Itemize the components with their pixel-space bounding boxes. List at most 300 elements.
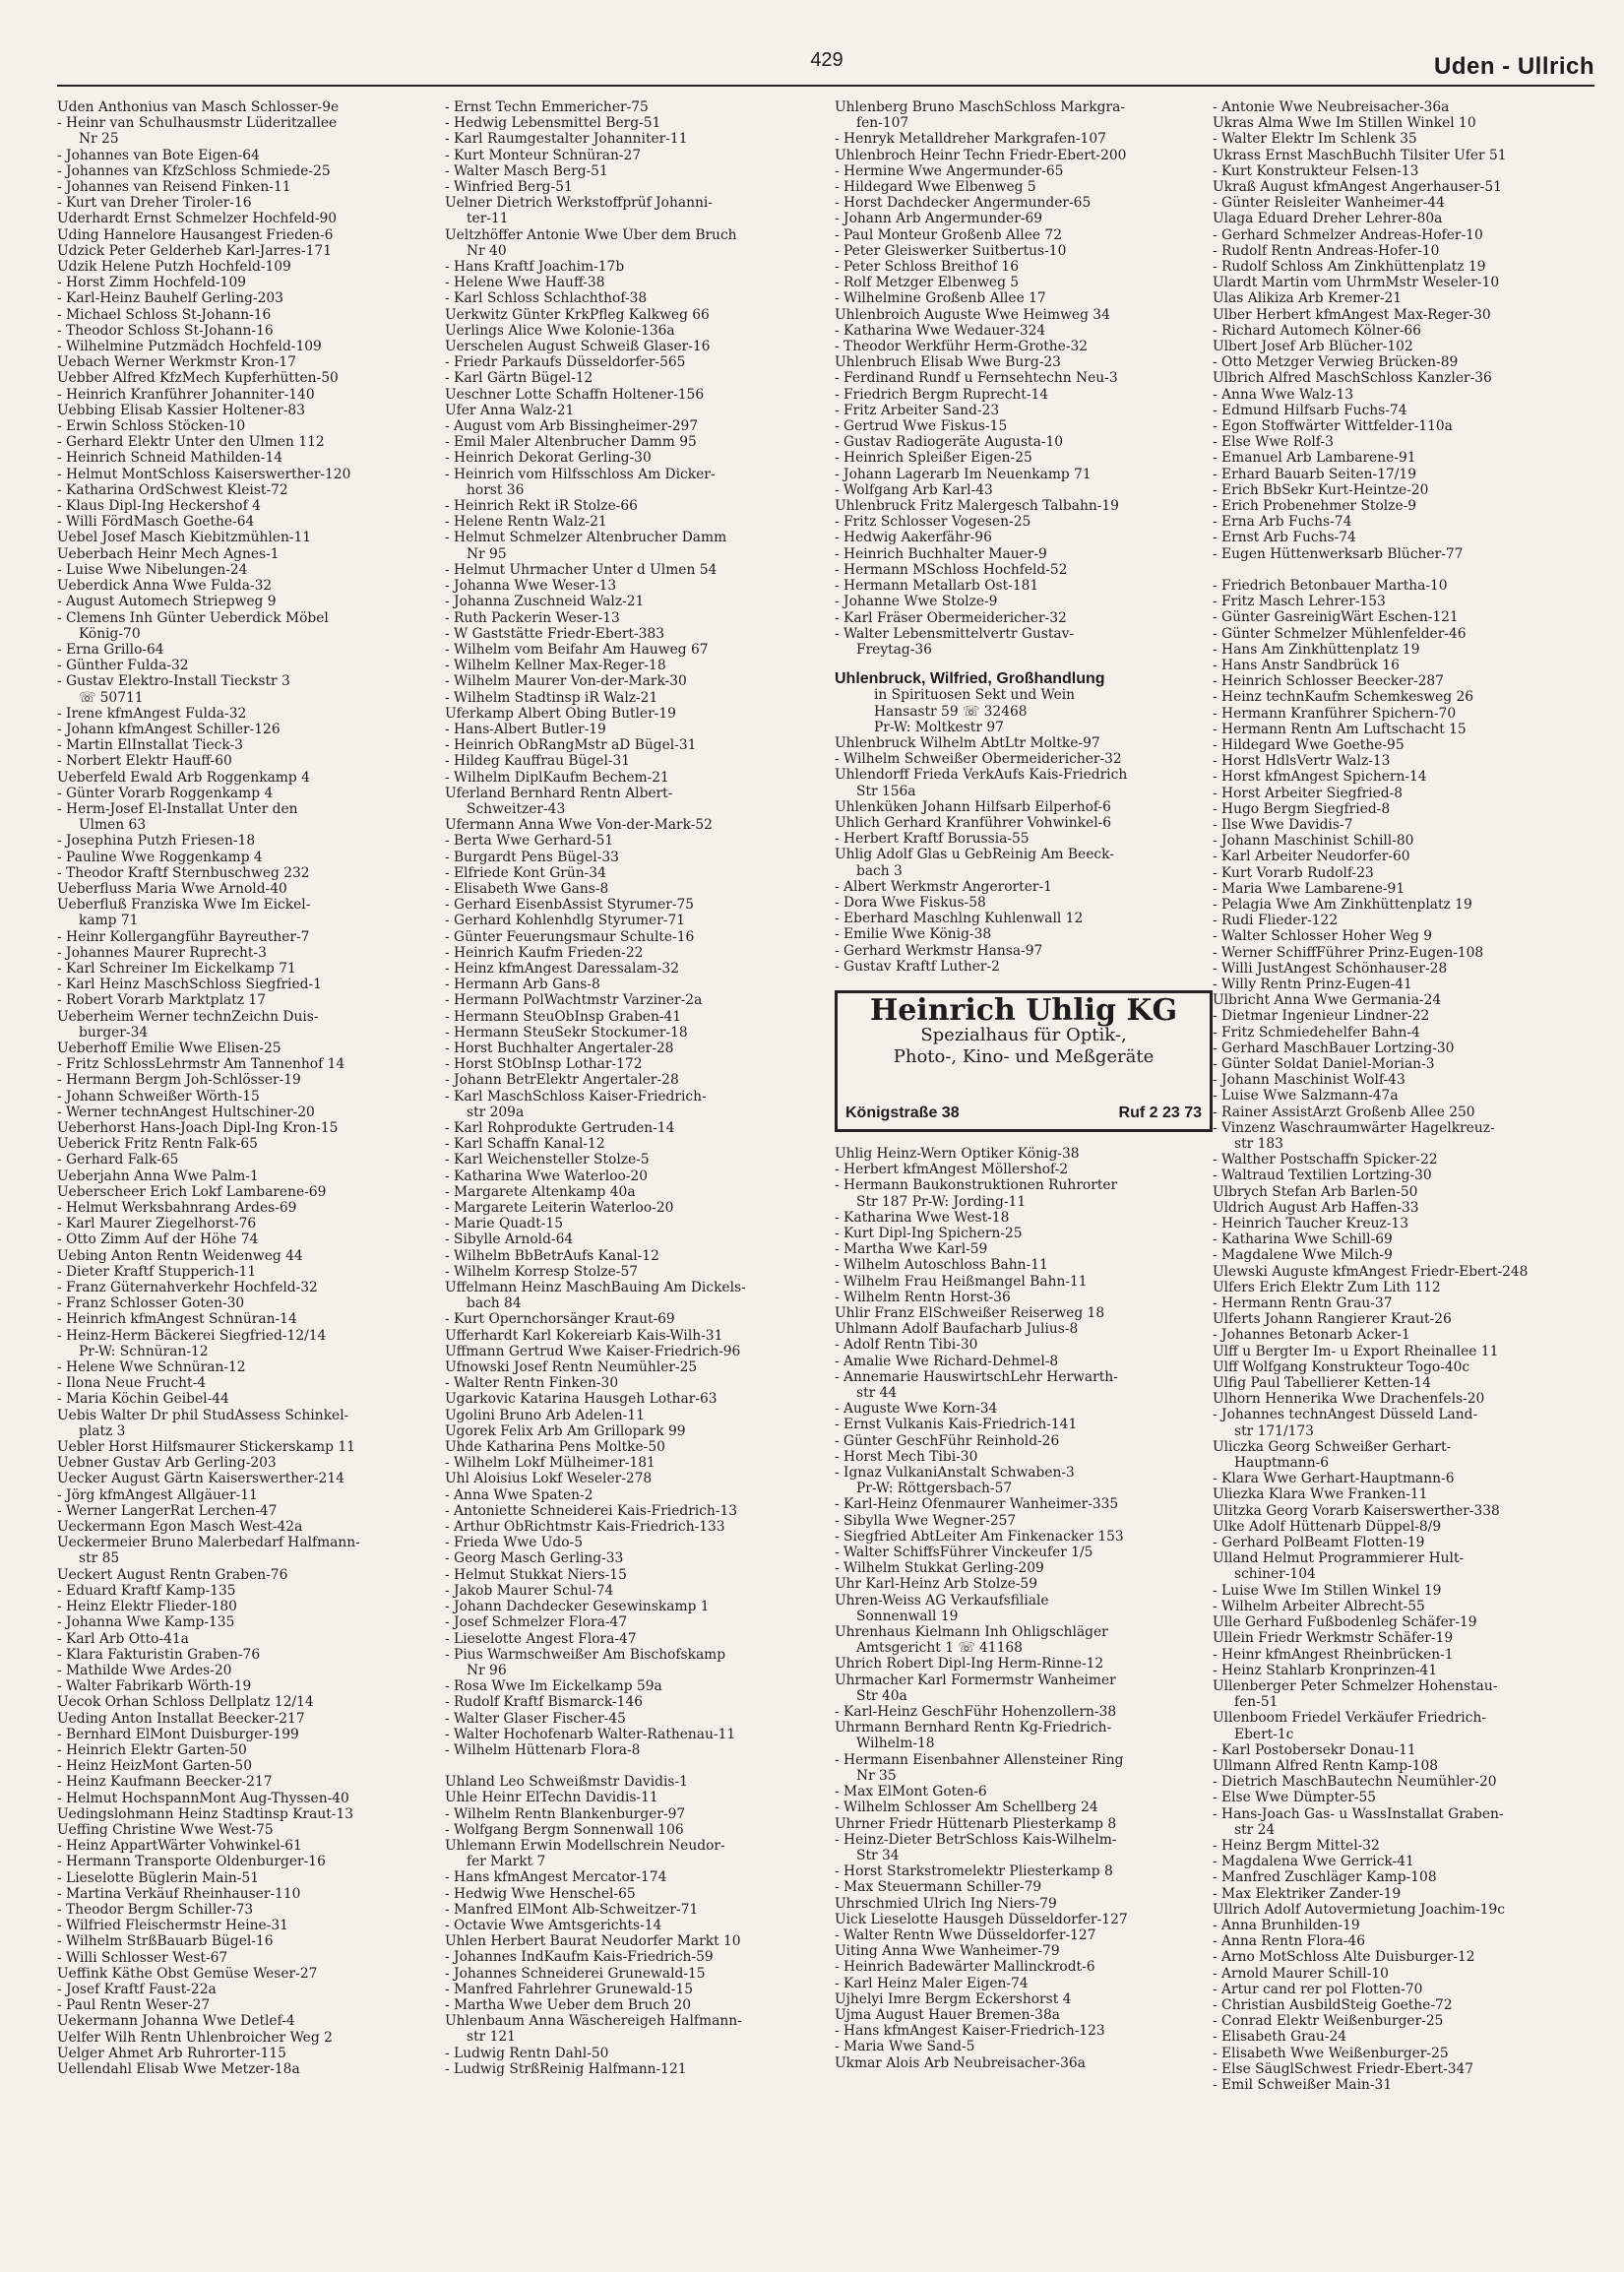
directory-entry: - Helmut Werksbahnrang Ardes-69 xyxy=(57,1200,297,1217)
directory-entry: Ulfig Paul Tabellierer Ketten-14 xyxy=(1213,1375,1431,1392)
entry-continuation: str 183 xyxy=(1234,1136,1283,1152)
directory-entry: - Heinz-Herm Bäckerei Siegfried-12/14 xyxy=(57,1327,327,1344)
directory-entry: - Elisabeth Wwe Gans-8 xyxy=(445,880,609,897)
directory-entry: Ueckermann Egon Masch West-42a xyxy=(57,1519,303,1536)
directory-entry: Uderhardt Ernst Schmelzer Hochfeld-90 xyxy=(57,211,338,227)
directory-entry: - Johann Dachdecker Gesewinskamp 1 xyxy=(445,1599,710,1615)
directory-entry: Uhlenbruch Elisab Wwe Burg-23 xyxy=(835,354,1061,371)
directory-entry: - Winfried Berg-51 xyxy=(445,179,573,196)
directory-entry: Uecok Orhan Schloss Dellplatz 12/14 xyxy=(57,1694,314,1711)
directory-entry: Ulff Wolfgang Konstrukteur Togo-40c xyxy=(1213,1358,1470,1375)
directory-entry: - Theodor Schloss St-Johann-16 xyxy=(57,322,274,339)
directory-entry: - Herm-Josef El-Installat Unter den xyxy=(57,800,298,817)
directory-entry: - Ernst Techn Emmericher-75 xyxy=(445,99,649,115)
directory-entry: - Hildegard Wwe Goethe-95 xyxy=(1213,736,1405,753)
directory-entry: - Berta Wwe Gerhard-51 xyxy=(445,833,614,850)
directory-entry: - Fritz Schmiedehelfer Bahn-4 xyxy=(1213,1024,1420,1041)
column-3-bottom-entries xyxy=(835,1146,1213,2071)
directory-entry: - Helmut HochspannMont Aug-Thyssen-40 xyxy=(57,1790,349,1806)
entry-continuation: Schweitzer-43 xyxy=(467,800,566,817)
directory-entry: - Walter Rentn Wwe Düsseldorfer-127 xyxy=(835,1926,1096,1943)
directory-entry: - Johann kfmAngest Schiller-126 xyxy=(57,721,281,737)
directory-entry: - Erhard Bauarb Seiten-17/19 xyxy=(1213,466,1416,482)
directory-entry: - Gerhard Elektr Unter den Ulmen 112 xyxy=(57,434,325,451)
directory-entry: - Klara Wwe Gerhart-Hauptmann-6 xyxy=(1213,1471,1455,1487)
directory-entry: Uhl Aloisius Lokf Weseler-278 xyxy=(445,1471,653,1487)
directory-entry: - Karl-Heinz Bauhelf Gerling-203 xyxy=(57,290,283,307)
directory-entry: - Johannes van Bote Eigen-64 xyxy=(57,147,260,163)
directory-entry: - Mathilde Wwe Ardes-20 xyxy=(57,1662,232,1678)
directory-entry: - Heinz AppartWärter Vohwinkel-61 xyxy=(57,1838,302,1855)
directory-entry: Ulas Alikiza Arb Kremer-21 xyxy=(1213,290,1403,307)
directory-entry: - Karl-Heinz Ofenmaurer Wanheimer-335 xyxy=(835,1496,1119,1513)
directory-entry: Uebach Werner Werkmstr Kron-17 xyxy=(57,354,296,371)
directory-entry: - Friedrich Betonbauer Martha-10 xyxy=(1213,577,1448,594)
directory-entry: - Horst Starkstromelektr Pliesterkamp 8 xyxy=(835,1863,1113,1880)
directory-entry: Uhrmacher Karl Formermstr Wanheimer xyxy=(835,1672,1116,1688)
directory-entry: Ulardt Martin vom UhrmMstr Weseler-10 xyxy=(1213,275,1500,291)
directory-entry: - W Gaststätte Friedr-Ebert-383 xyxy=(445,625,665,642)
directory-entry: Uebbing Elisab Kassier Holtener-83 xyxy=(57,402,305,418)
directory-entry: - Wilhelm Rentn Blankenburger-97 xyxy=(445,1805,686,1822)
entry-continuation: str 171/173 xyxy=(1234,1422,1314,1439)
directory-entry: - Johanna Zuschneid Walz-21 xyxy=(445,594,645,610)
advert-title: Heinrich Uhlig KG xyxy=(869,992,1178,1028)
directory-entry: - Heinz kfmAngest Daressalam-32 xyxy=(445,960,679,977)
directory-entry: Ueckert August Rentn Graben-76 xyxy=(57,1566,288,1583)
directory-entry: - Gerhard Falk-65 xyxy=(57,1152,179,1168)
entry-continuation: str 121 xyxy=(467,2029,516,2046)
directory-entry: - Heinrich Buchhalter Mauer-9 xyxy=(835,545,1047,562)
directory-entry: - Helmut Stukkat Niers-15 xyxy=(445,1566,627,1583)
directory-entry: - Gertrud Wwe Fiskus-15 xyxy=(835,418,1008,435)
directory-entry: - Heinr kfmAngest Rheinbrücken-1 xyxy=(1213,1646,1454,1663)
directory-entry: - Christian AusbildSteig Goethe-72 xyxy=(1213,1996,1453,2013)
directory-entry: - Maria Wwe Lambarene-91 xyxy=(1213,880,1405,897)
directory-entry: - Johann BetrElektr Angertaler-28 xyxy=(445,1072,679,1089)
directory-entry: Uhrmann Bernhard Rentn Kg-Friedrich- xyxy=(835,1720,1112,1736)
column-2 xyxy=(445,99,815,2077)
entry-continuation: horst 36 xyxy=(467,481,525,498)
directory-entry: - Josef Schmelzer Flora-47 xyxy=(445,1614,628,1631)
directory-entry: - Manfred ElMont Alb-Schweitzer-71 xyxy=(445,1901,699,1918)
directory-entry: - Wilhelmine Großenb Allee 17 xyxy=(835,290,1046,307)
directory-entry: - Pauline Wwe Roggenkamp 4 xyxy=(57,849,263,865)
directory-entry: Ueberhorst Hans-Joach Dipl-Ing Kron-15 xyxy=(57,1120,339,1136)
entry-continuation: ter-11 xyxy=(467,211,509,227)
directory-entry: - Johannes IndKaufm Kais-Friedrich-59 xyxy=(445,1949,714,1966)
directory-entry: - Wilfried Fleischermstr Heine-31 xyxy=(57,1918,288,1934)
directory-entry: - Clemens Inh Günter Ueberdick Möbel xyxy=(57,609,329,626)
directory-entry: Ulaga Eduard Dreher Lehrer-80a xyxy=(1213,211,1443,227)
directory-entry: - Hugo Bergm Siegfried-8 xyxy=(1213,800,1391,817)
directory-entry: Ueberfeld Ewald Arb Roggenkamp 4 xyxy=(57,769,310,786)
directory-entry: - Wilhelm Maurer Von-der-Mark-30 xyxy=(445,673,687,690)
directory-entry: Ufer Anna Walz-21 xyxy=(445,402,575,418)
directory-entry: - Katharina Wwe West-18 xyxy=(835,1209,1010,1226)
directory-entry: - August vom Arb Bissingheimer-297 xyxy=(445,418,699,435)
business-line: in Spirituosen Sekt und Wein xyxy=(874,687,1076,704)
directory-entry: - Wilhelm Lokf Mülheimer-181 xyxy=(445,1455,656,1472)
directory-entry: - Martha Wwe Ueber dem Bruch 20 xyxy=(445,1996,691,2013)
directory-entry: - Karl Arbeiter Neudorfer-60 xyxy=(1213,849,1410,865)
directory-entry: - Horst Arbeiter Siegfried-8 xyxy=(1213,785,1404,801)
directory-entry: Uebis Walter Dr phil StudAssess Schinkel- xyxy=(57,1407,349,1423)
directory-entry: - Waltraud Textilien Lortzing-30 xyxy=(1213,1168,1432,1184)
directory-entry: - Herbert kfmAngest Möllershof-2 xyxy=(835,1162,1069,1178)
directory-entry: - Hermann Kranführer Spichern-70 xyxy=(1213,705,1457,722)
directory-entry: - Eugen Hüttenwerksarb Blücher-77 xyxy=(1213,545,1464,562)
directory-entry: Ugorek Felix Arb Am Grillopark 99 xyxy=(445,1422,686,1439)
directory-entry: - Herbert Kraftf Borussia-55 xyxy=(835,831,1030,848)
header-rule xyxy=(57,85,1594,87)
directory-entry: Ueberjahn Anna Wwe Palm-1 xyxy=(57,1168,259,1184)
directory-entry: - Ernst Vulkanis Kais-Friedrich-141 xyxy=(835,1417,1078,1433)
directory-entry: - Helmut Schmelzer Altenbrucher Damm xyxy=(445,530,727,546)
directory-entry: Ukras Alma Wwe Im Stillen Winkel 10 xyxy=(1213,115,1476,132)
directory-entry: - Horst HdlsVertr Walz-13 xyxy=(1213,753,1391,770)
directory-entry: - Erwin Schloss Stöcken-10 xyxy=(57,418,246,435)
entry-gap xyxy=(1213,562,1592,578)
directory-entry: Uelner Dietrich Werkstoffprüf Johanni- xyxy=(445,195,713,212)
directory-entry: - Helene Wwe Schnüran-12 xyxy=(57,1359,246,1376)
directory-entry: - Hermann SteuObInsp Graben-41 xyxy=(445,1008,682,1025)
directory-entry: - Walter Glaser Fischer-45 xyxy=(445,1710,626,1727)
directory-entry: Uhland Leo Schweißmstr Davidis-1 xyxy=(445,1774,688,1791)
entry-continuation: Str 187 Pr-W: Jording-11 xyxy=(856,1193,1027,1210)
directory-entry: Ullenberger Peter Schmelzer Hohenstau- xyxy=(1213,1677,1498,1694)
entry-continuation: Str 34 xyxy=(856,1847,900,1863)
directory-entry: - Werner LangerRat Lerchen-47 xyxy=(57,1502,278,1519)
directory-entry: - Wilhelm Stukkat Gerling-209 xyxy=(835,1560,1044,1577)
directory-entry: - Magdalena Wwe Gerrick-41 xyxy=(1213,1854,1414,1870)
directory-entry: Uden Anthonius van Masch Schlosser-9e xyxy=(57,99,340,115)
directory-entry: - Hermann Baukonstruktionen Ruhrorter xyxy=(835,1177,1118,1194)
directory-entry: - Wilhelm Frau Heißmangel Bahn-11 xyxy=(835,1273,1088,1290)
directory-entry: - Heinz Stahlarb Kronprinzen-41 xyxy=(1213,1662,1438,1678)
directory-entry: - Hildegard Wwe Elbenweg 5 xyxy=(835,179,1036,196)
directory-entry: - Katharina Wwe Schill-69 xyxy=(1213,1231,1393,1248)
directory-entry: Uellendahl Elisab Wwe Metzer-18a xyxy=(57,2060,300,2077)
directory-entry: - Josef Kraftf Faust-22a xyxy=(57,1981,217,1997)
directory-entry: Ulber Herbert kfmAngest Max-Reger-30 xyxy=(1213,306,1491,323)
directory-entry: Ujhelyi Imre Bergm Eckershorst 4 xyxy=(835,1990,1072,2007)
directory-entry: - Günter GeschFühr Reinhold-26 xyxy=(835,1432,1060,1449)
entry-continuation: str 85 xyxy=(79,1550,120,1567)
directory-entry: - Hermann Transporte Oldenburger-16 xyxy=(57,1854,326,1870)
directory-entry: - Hedwig Aakerfähr-96 xyxy=(835,530,992,546)
directory-entry: - Wilhelm StrßBauarb Bügel-16 xyxy=(57,1933,274,1950)
directory-entry: - Johannes van Reisend Finken-11 xyxy=(57,179,291,196)
directory-entry: - Wilhelmine Putzmädch Hochfeld-109 xyxy=(57,339,322,355)
directory-entry: - Wilhelm Arbeiter Albrecht-55 xyxy=(1213,1598,1425,1614)
directory-entry: - Gustav Elektro-Install Tieckstr 3 xyxy=(57,673,290,690)
directory-entry: - Heinrich Dekorat Gerling-30 xyxy=(445,450,652,467)
directory-entry: - Hedwig Lebensmittel Berg-51 xyxy=(445,115,661,132)
directory-entry: - Karl Fräser Obermeidericher-32 xyxy=(835,609,1067,626)
directory-entry: Uedingslohmann Heinz Stadtinsp Kraut-13 xyxy=(57,1805,354,1822)
directory-entry: - Günter Soldat Daniel-Morian-3 xyxy=(1213,1055,1435,1072)
directory-entry: - Wolfgang Bergm Sonnenwall 106 xyxy=(445,1821,684,1838)
directory-entry: Ulhorn Hennerika Wwe Drachenfels-20 xyxy=(1213,1391,1485,1408)
directory-entry: Uhlenbroch Heinr Techn Friedr-Ebert-200 xyxy=(835,147,1127,163)
directory-entry: - Else Wwe Dümpter-55 xyxy=(1213,1790,1377,1806)
directory-entry: Uhlen Herbert Baurat Neudorfer Markt 10 xyxy=(445,1933,741,1950)
directory-entry: Ufermann Anna Wwe Von-der-Mark-52 xyxy=(445,817,713,834)
directory-entry: - Manfred Zuschläger Kamp-108 xyxy=(1213,1869,1437,1886)
directory-entry: Ulbricht Anna Wwe Germania-24 xyxy=(1213,992,1442,1009)
directory-entry: - Maria Köchin Geibel-44 xyxy=(57,1391,229,1408)
directory-entry: Ueberbach Heinr Mech Agnes-1 xyxy=(57,545,280,562)
directory-entry: - Luise Wwe Nibelungen-24 xyxy=(57,561,248,578)
directory-entry: Uhrner Friedr Hüttenarb Pliesterkamp 8 xyxy=(835,1815,1117,1832)
directory-entry: - Theodor Werkführ Herm-Grothe-32 xyxy=(835,339,1089,355)
directory-entry: - Klara Fakturistin Graben-76 xyxy=(57,1646,261,1663)
directory-entry: - Heinrich vom Hilfsschloss Am Dicker- xyxy=(445,466,716,482)
directory-entry: Ueberheim Werner technZeichn Duis- xyxy=(57,1008,319,1025)
directory-entry: - Theodor Kraftf Sternbuschweg 232 xyxy=(57,864,310,881)
directory-entry: - Arthur ObRichtmstr Kais-Friedrich-133 xyxy=(445,1519,725,1536)
directory-entry: - Heinrich Schlosser Beecker-287 xyxy=(1213,673,1444,690)
directory-entry: - Wilhelm Autoschloss Bahn-11 xyxy=(835,1257,1048,1274)
directory-entry: - Helmut MontSchloss Kaiserswerther-120 xyxy=(57,466,351,482)
directory-entry: - Henryk Metalldreher Markgrafen-107 xyxy=(835,131,1106,148)
directory-entry: Ufnowski Josef Rentn Neumühler-25 xyxy=(445,1359,698,1376)
directory-entry: - Wilhelm DiplKaufm Bechem-21 xyxy=(445,769,669,786)
directory-entry: Ukmar Alois Arb Neubreisacher-36a xyxy=(835,2054,1086,2071)
directory-entry: - Bernhard ElMont Duisburger-199 xyxy=(57,1726,299,1742)
advertisement-box xyxy=(835,990,1213,1132)
directory-entry: Uffmann Gertrud Wwe Kaiser-Friedrich-96 xyxy=(445,1343,741,1359)
directory-entry: Uhlemann Erwin Modellschrein Neudor- xyxy=(445,1837,725,1854)
directory-entry: - Rudolf Rentn Andreas-Hofer-10 xyxy=(1213,242,1440,259)
directory-entry: - Günther Fulda-32 xyxy=(57,658,189,674)
entry-continuation: kamp 71 xyxy=(79,913,139,929)
directory-entry: - Horst Dachdecker Angermunder-65 xyxy=(835,195,1092,212)
directory-entry: - Franz Schlosser Goten-30 xyxy=(57,1295,245,1312)
directory-entry: - Heinrich kfmAngest Schnüran-14 xyxy=(57,1311,297,1328)
entry-continuation: str 44 xyxy=(856,1385,898,1402)
directory-entry: - Elfriede Kont Grün-34 xyxy=(445,864,606,881)
directory-entry: - Erna Arb Fuchs-74 xyxy=(1213,514,1352,531)
directory-entry: - Gerhard Schmelzer Andreas-Hofer-10 xyxy=(1213,226,1483,243)
directory-entry: Uebing Anton Rentn Weidenweg 44 xyxy=(57,1247,303,1264)
directory-entry: - Hans kfmAngest Kaiser-Friedrich-123 xyxy=(835,2023,1105,2040)
directory-entry: Uerkwitz Günter KrkPfleg Kalkweg 66 xyxy=(445,306,710,323)
entry-continuation: Wilhelm-18 xyxy=(856,1736,935,1752)
directory-entry: - Ruth Packerin Weser-13 xyxy=(445,609,620,626)
directory-entry: - Johann Maschinist Wolf-43 xyxy=(1213,1072,1405,1089)
entry-continuation: bach 84 xyxy=(467,1295,522,1312)
entry-continuation: Nr 95 xyxy=(467,545,507,562)
advert-phone: Ruf 2 23 73 xyxy=(1118,1104,1202,1121)
directory-entry: Uebner Gustav Arb Gerling-203 xyxy=(57,1455,277,1472)
directory-entry: - Hermann MSchloss Hochfeld-52 xyxy=(835,561,1068,578)
directory-entry: - Walter Rentn Finken-30 xyxy=(445,1375,619,1392)
directory-entry: - Auguste Wwe Korn-34 xyxy=(835,1401,998,1418)
page-number: 429 xyxy=(810,49,843,71)
directory-entry: Ujma August Hauer Bremen-38a xyxy=(835,2006,1060,2023)
directory-entry: - Heinrich Kaufm Frieden-22 xyxy=(445,944,644,961)
column-3-top-entries xyxy=(835,99,1213,658)
directory-entry: - Hermann Bergm Joh-Schlösser-19 xyxy=(57,1072,301,1089)
column-1 xyxy=(57,99,398,2077)
directory-entry: - Rolf Metzger Elbenweg 5 xyxy=(835,275,1020,291)
directory-entry: - Dieter Kraftf Stupperich-11 xyxy=(57,1263,257,1280)
directory-entry: Ueffink Käthe Obst Gemüse Weser-27 xyxy=(57,1965,318,1982)
directory-entry: - Paul Monteur Großenb Allee 72 xyxy=(835,226,1062,243)
directory-entry: - Karl Schaffn Kanal-12 xyxy=(445,1136,605,1153)
directory-entry: - Hans Anstr Sandbrück 16 xyxy=(1213,657,1400,673)
directory-entry: - Heinz Kaufmann Beecker-217 xyxy=(57,1774,273,1791)
directory-entry: - Luise Wwe Salzmann-47a xyxy=(1213,1088,1399,1104)
directory-entry: - Hans Am Zinkhüttenplatz 19 xyxy=(1213,641,1420,658)
entry-continuation: Amtsgericht 1 ☏ 41168 xyxy=(856,1640,1023,1657)
directory-entry: - Karl Heinz Maler Eigen-74 xyxy=(835,1975,1029,1991)
directory-entry: - Helene Wwe Hauff-38 xyxy=(445,275,605,291)
directory-entry: - Heinrich Badewärter Mallinckrodt-6 xyxy=(835,1959,1095,1976)
entry-gap xyxy=(445,1758,815,1774)
directory-entry: - Gerhard EisenbAssist Styrumer-75 xyxy=(445,897,695,914)
directory-entry: - Dietmar Ingenieur Lindner-22 xyxy=(1213,1008,1430,1025)
directory-entry: - Rainer AssistArzt Großenb Allee 250 xyxy=(1213,1104,1475,1120)
directory-entry: Ullenboom Friedel Verkäufer Friedrich- xyxy=(1213,1710,1486,1727)
directory-entry: - Anna Wwe Spaten-2 xyxy=(445,1486,593,1503)
directory-entry: - Kurt Konstrukteur Felsen-13 xyxy=(1213,162,1419,179)
directory-entry: - Emil Schweißer Main-31 xyxy=(1213,2076,1393,2093)
directory-entry: - Franz Güternahverkehr Hochfeld-32 xyxy=(57,1280,318,1296)
directory-entry: - Arnold Maurer Schill-10 xyxy=(1213,1965,1389,1982)
directory-entry: Uekermann Johanna Wwe Detlef-4 xyxy=(57,2013,295,2030)
directory-entry: - Helene Rentn Walz-21 xyxy=(445,514,607,531)
directory-entry: - Hermann Arb Gans-8 xyxy=(445,977,600,993)
directory-entry: - Wilhelm Kellner Max-Reger-18 xyxy=(445,658,666,674)
directory-entry: - Pelagia Wwe Am Zinkhüttenplatz 19 xyxy=(1213,896,1472,913)
directory-entry: Ulewski Auguste kfmAngest Friedr-Ebert-248 xyxy=(1213,1263,1529,1280)
directory-entry: Uhrschmied Ulrich Ing Niers-79 xyxy=(835,1895,1057,1912)
directory-entry: Ulfers Erich Elektr Zum Lith 112 xyxy=(1213,1279,1441,1295)
directory-entry: Udzik Helene Putzh Hochfeld-109 xyxy=(57,259,291,276)
directory-entry: - Willi Schlosser West-67 xyxy=(57,1949,228,1966)
directory-entry: - Walter Schlosser Hoher Weg 9 xyxy=(1213,928,1433,945)
directory-entry: - Ignaz VulkaniAnstalt Schwaben-3 xyxy=(835,1465,1075,1482)
directory-entry: - Heinz Elektr Flieder-180 xyxy=(57,1599,237,1615)
directory-entry: - Robert Vorarb Marktplatz 17 xyxy=(57,992,266,1009)
directory-entry: - Max Steuermann Schiller-79 xyxy=(835,1879,1042,1896)
directory-entry: - Ilse Wwe Davidis-7 xyxy=(1213,816,1353,833)
business-line: Pr-W: Moltkestr 97 xyxy=(874,719,1004,735)
directory-entry: - Rudolf Schloss Am Zinkhüttenplatz 19 xyxy=(1213,259,1486,276)
directory-entry: Uhr Karl-Heinz Arb Stolze-59 xyxy=(835,1576,1037,1593)
directory-entry: Uhrich Robert Dipl-Ing Herm-Rinne-12 xyxy=(835,1656,1104,1672)
directory-entry: - Helmut Uhrmacher Unter d Ulmen 54 xyxy=(445,561,718,578)
directory-entry: - Walter Lebensmittelvertr Gustav- xyxy=(835,625,1075,642)
directory-entry: Ueltzhöffer Antonie Wwe Über dem Bruch xyxy=(445,226,737,243)
entry-continuation: Pr-W: Schnüran-12 xyxy=(79,1343,209,1359)
directory-entry: - Hermann Rentn Am Luftschacht 15 xyxy=(1213,721,1467,737)
directory-entry: - Heinrich Spleißer Eigen-25 xyxy=(835,450,1032,467)
directory-entry: - Friedr Parkaufs Düsseldorfer-565 xyxy=(445,354,686,371)
directory-entry: - Karl-Heinz GeschFühr Hohenzollern-38 xyxy=(835,1704,1117,1721)
directory-entry: - Norbert Elektr Hauff-60 xyxy=(57,753,232,770)
directory-entry: - Günter GasreinigWärt Eschen-121 xyxy=(1213,609,1459,626)
directory-entry: Uliczka Georg Schweißer Gerhart- xyxy=(1213,1438,1452,1455)
directory-entry: - Paul Rentn Weser-27 xyxy=(57,1997,211,2014)
directory-entry: Ueberdick Anna Wwe Fulda-32 xyxy=(57,578,273,595)
directory-entry: Uebber Alfred KfzMech Kupferhütten-50 xyxy=(57,370,339,387)
directory-entry: - Horst Zimm Hochfeld-109 xyxy=(57,275,247,291)
directory-entry: - Gustav Radiogeräte Augusta-10 xyxy=(835,434,1064,451)
entry-continuation: burger-34 xyxy=(79,1024,149,1041)
directory-entry: Ullrich Adolf Autovermietung Joachim-19c xyxy=(1213,1901,1506,1918)
directory-entry: - Erich BbSekr Kurt-Heintze-20 xyxy=(1213,481,1429,498)
directory-entry: - Wilhelm Stadtinsp iR Walz-21 xyxy=(445,689,658,706)
directory-entry: - Albert Werkmstr Angerorter-1 xyxy=(835,878,1052,895)
directory-entry: Uhlenbaum Anna Wäschereigeh Halfmann- xyxy=(445,2013,742,2030)
directory-entry: Uhren-Weiss AG Verkaufsfiliale xyxy=(835,1592,1049,1609)
advert-footer xyxy=(845,1105,1202,1121)
directory-entry: Uick Lieselotte Hausgeh Düsseldorfer-127 xyxy=(835,1911,1128,1927)
directory-entry: - Anna Rentn Flora-46 xyxy=(1213,1933,1365,1950)
entry-continuation: Pr-W: Röttgersbach-57 xyxy=(856,1481,1013,1497)
directory-entry: - Adolf Rentn Tibi-30 xyxy=(835,1337,978,1354)
column-3 xyxy=(835,99,1213,2071)
entry-continuation: Ebert-1c xyxy=(1234,1726,1294,1742)
directory-entry: - Eberhard Maschlng Kuhlenwall 12 xyxy=(835,911,1084,927)
directory-entry: Uhlig Heinz-Wern Optiker König-38 xyxy=(835,1145,1080,1162)
directory-entry: - Wilhelm vom Beifahr Am Hauweg 67 xyxy=(445,641,709,658)
directory-entry: Ulbrich Alfred MaschSchloss Kanzler-36 xyxy=(1213,370,1492,387)
directory-entry: - Theodor Bergm Schiller-73 xyxy=(57,1901,254,1918)
directory-entry: - Karl Gärtn Bügel-12 xyxy=(445,370,593,387)
directory-entry: - Johanne Wwe Stolze-9 xyxy=(835,594,998,610)
directory-entry: - Walter Masch Berg-51 xyxy=(445,162,608,179)
directory-entry: Uerlings Alice Wwe Kolonie-136a xyxy=(445,322,675,339)
directory-entry: - Margarete Leiterin Waterloo-20 xyxy=(445,1200,674,1217)
directory-entry: - Kurt van Dreher Tiroler-16 xyxy=(57,195,252,212)
directory-entry: - Heinr van Schulhausmstr Lüderitzallee xyxy=(57,115,338,132)
directory-entry: - Lieselotte Büglerin Main-51 xyxy=(57,1869,259,1886)
entry-continuation: Sonnenwall 19 xyxy=(856,1608,959,1624)
directory-entry: - Günter Vorarb Roggenkamp 4 xyxy=(57,785,274,801)
directory-entry: - Günter Schmelzer Mühlenfelder-46 xyxy=(1213,625,1467,642)
directory-entry: - Peter Gleiswerker Suitbertus-10 xyxy=(835,242,1067,259)
directory-entry: - Eduard Kraftf Kamp-135 xyxy=(57,1582,236,1599)
directory-entry: - Hedwig Wwe Henschel-65 xyxy=(445,1885,636,1902)
directory-entry: - Rudi Flieder-122 xyxy=(1213,913,1339,929)
directory-entry: Ueberhoff Emilie Wwe Elisen-25 xyxy=(57,1040,281,1056)
directory-entry: - Hildeg Kauffrau Bügel-31 xyxy=(445,753,631,770)
directory-entry: Ugolini Bruno Arb Adelen-11 xyxy=(445,1407,645,1423)
entry-continuation: Nr 96 xyxy=(467,1662,507,1678)
directory-entry: Ueffing Christine Wwe West-75 xyxy=(57,1821,274,1838)
directory-entry: - Gerhard MaschBauer Lortzing-30 xyxy=(1213,1040,1455,1056)
directory-entry: - Werner technAngest Hultschiner-20 xyxy=(57,1104,315,1120)
directory-entry: - Heinz HeizMont Garten-50 xyxy=(57,1758,252,1775)
business-heading: Uhlenbruck, Wilfried, Großhandlung xyxy=(835,670,1105,688)
directory-entry: Ueberfluss Maria Wwe Arnold-40 xyxy=(57,880,287,897)
directory-entry: Uhle Heinr ElTechn Davidis-11 xyxy=(445,1790,658,1806)
directory-entry: - Kurt Opernchorsänger Kraut-69 xyxy=(445,1311,675,1328)
directory-entry: - Hermann Eisenbahner Allensteiner Ring xyxy=(835,1751,1124,1768)
directory-entry: - Heinrich Rekt iR Stolze-66 xyxy=(445,498,638,515)
directory-entry: Ulferts Johann Rangierer Kraut-26 xyxy=(1213,1311,1452,1328)
directory-entry: Ueberfluß Franziska Wwe Im Eickel- xyxy=(57,897,311,914)
directory-entry: Uhlich Gerhard Kranführer Vohwinkel-6 xyxy=(835,814,1112,831)
directory-entry: - Johann Maschinist Schill-80 xyxy=(1213,833,1414,850)
entry-continuation: Str 156a xyxy=(856,783,916,799)
directory-entry: Uhlir Franz ElSchweißer Reiserweg 18 xyxy=(835,1305,1105,1321)
